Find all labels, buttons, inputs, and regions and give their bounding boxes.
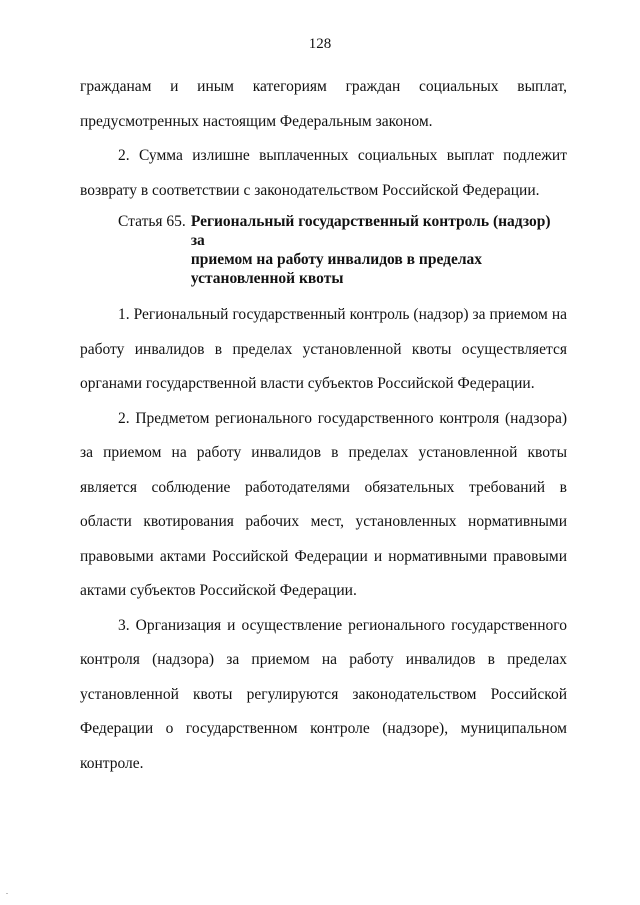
article-title-line: приемом на работу инвалидов в пределах	[190, 251, 483, 268]
paragraph-point-3: 3. Организация и осуществление регионального государственного контроля (надзора) за приемом на работу инвалидов в пределах установленной квоты регулируются законодательством Российской Федерации о государственном контроле (надзоре), муниципальном контроле.	[80, 616, 567, 772]
article-heading	[80, 212, 567, 288]
paragraph-point-2: 2. Предметом регионального государственного контроля (надзора) за приемом на работу инвалидов в пределах установленной квоты является соблюдение работодателями обязательных требований в области квотирования рабочих мест, установленных нормативными правовыми актами Российской Федерации и нормативными правовыми актами субъектов Российской Федерации.	[80, 409, 567, 599]
article-title	[191, 212, 567, 288]
page-number: 128	[308, 36, 332, 52]
paragraph-continuation: гражданам и иным категориям граждан социальных выплат, предусмотренных настоящим Федеральным законом.	[80, 78, 567, 130]
document-body	[80, 70, 567, 781]
paragraph-refund: 2. Сумма излишне выплаченных социальных выплат подлежит возврату в соответствии с законодательством Российской Федерации.	[80, 147, 567, 199]
scan-mark: .	[6, 887, 8, 896]
article-number: Статья 65.	[118, 213, 186, 230]
article-title-line: установленной квоты	[190, 270, 344, 287]
paragraph-point-1: 1. Региональный государственный контроль (надзор) за приемом на работу инвалидов в пределах установленной квоты осуществляется органами государственной власти субъектов Российской Федерации.	[80, 306, 567, 392]
article-title-line: Региональный государственный контроль (надзор) за	[190, 213, 551, 249]
